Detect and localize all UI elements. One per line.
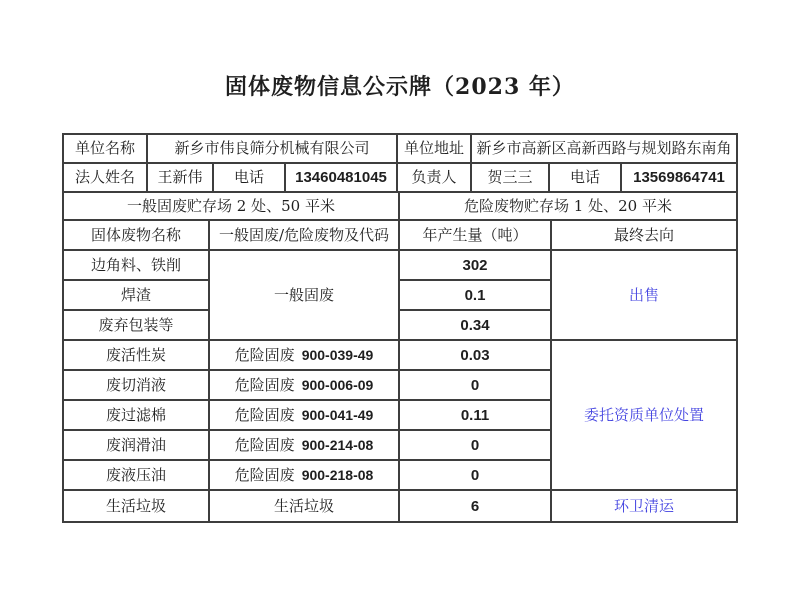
- waste-name: 废切消液: [64, 371, 210, 401]
- waste-code: 900-218-08: [301, 467, 374, 483]
- hazard-storage-text: 危险废物贮存场 1 处、20 平米: [400, 193, 736, 221]
- waste-code: 900-039-49: [301, 347, 374, 363]
- waste-type-label: 危险固废: [234, 435, 295, 454]
- waste-amount: 0.34: [400, 311, 552, 341]
- solid-waste-info-table: [62, 133, 738, 523]
- manager-label: 负责人: [398, 164, 472, 193]
- waste-amount: 0: [400, 461, 552, 491]
- waste-amount: 6: [400, 491, 552, 521]
- waste-amount: 0.03: [400, 341, 552, 371]
- waste-type-code: [210, 371, 400, 401]
- waste-destination-entrusted: 委托资质单位处置: [552, 341, 736, 491]
- phone2-label: 电话: [550, 164, 622, 193]
- waste-name: 废弃包装等: [64, 311, 210, 341]
- waste-destination-sanitation: 环卫清运: [613, 496, 674, 515]
- unit-name-label: 单位名称: [64, 135, 148, 164]
- unit-address-value: 新乡市高新区高新西路与规划路东南角: [472, 135, 736, 164]
- waste-destination-sell: 出售: [552, 251, 736, 341]
- phone1-label: 电话: [214, 164, 286, 193]
- waste-type-general: 一般固废: [210, 251, 400, 341]
- waste-type-code: [210, 401, 400, 431]
- page-title: 固体废物信息公示牌（2023 年）: [225, 74, 575, 100]
- waste-name: 废活性炭: [64, 341, 210, 371]
- waste-code: 900-006-09: [301, 377, 374, 393]
- waste-name: 废润滑油: [64, 431, 210, 461]
- storage-section: [64, 193, 736, 221]
- waste-type-domestic: 生活垃圾: [210, 491, 400, 521]
- col-header-destination: 最终去向: [552, 221, 736, 251]
- waste-amount: 0: [400, 371, 552, 401]
- waste-type-label: 危险固废: [234, 345, 295, 364]
- phone2-value: 13569864741: [622, 164, 736, 193]
- unit-address-label: 单位地址: [398, 135, 472, 164]
- waste-type-code: [210, 431, 400, 461]
- waste-amount: 0: [400, 431, 552, 461]
- waste-amount: 302: [400, 251, 552, 281]
- waste-type-label: 危险固废: [234, 375, 295, 394]
- waste-type-label: 危险固废: [234, 465, 295, 484]
- general-storage-text: 一般固废贮存场 2 处、50 平米: [64, 193, 400, 221]
- waste-name: 废过滤棉: [64, 401, 210, 431]
- col-header-type-code: 一般固废/危险废物及代码: [210, 221, 400, 251]
- waste-name: 焊渣: [64, 281, 210, 311]
- col-header-name: 固体废物名称: [64, 221, 210, 251]
- phone1-value: 13460481045: [286, 164, 398, 193]
- legal-person-label: 法人姓名: [64, 164, 148, 193]
- waste-name: 边角料、铁削: [64, 251, 210, 281]
- waste-type-code: [210, 461, 400, 491]
- unit-info-section: [64, 135, 736, 193]
- waste-type-label: 危险固废: [234, 405, 295, 424]
- waste-amount: 0.11: [400, 401, 552, 431]
- waste-type-code: [210, 341, 400, 371]
- waste-name: 生活垃圾: [64, 491, 210, 521]
- col-header-amount: 年产生量（吨）: [400, 221, 552, 251]
- waste-name: 废液压油: [64, 461, 210, 491]
- waste-amount: 0.1: [400, 281, 552, 311]
- legal-person-value: 王新伟: [148, 164, 214, 193]
- manager-value: 贺三三: [472, 164, 550, 193]
- waste-code: 900-041-49: [301, 407, 374, 423]
- unit-name-value: 新乡市伟良筛分机械有限公司: [148, 135, 398, 164]
- waste-detail-section: [64, 221, 736, 521]
- waste-code: 900-214-08: [301, 437, 374, 453]
